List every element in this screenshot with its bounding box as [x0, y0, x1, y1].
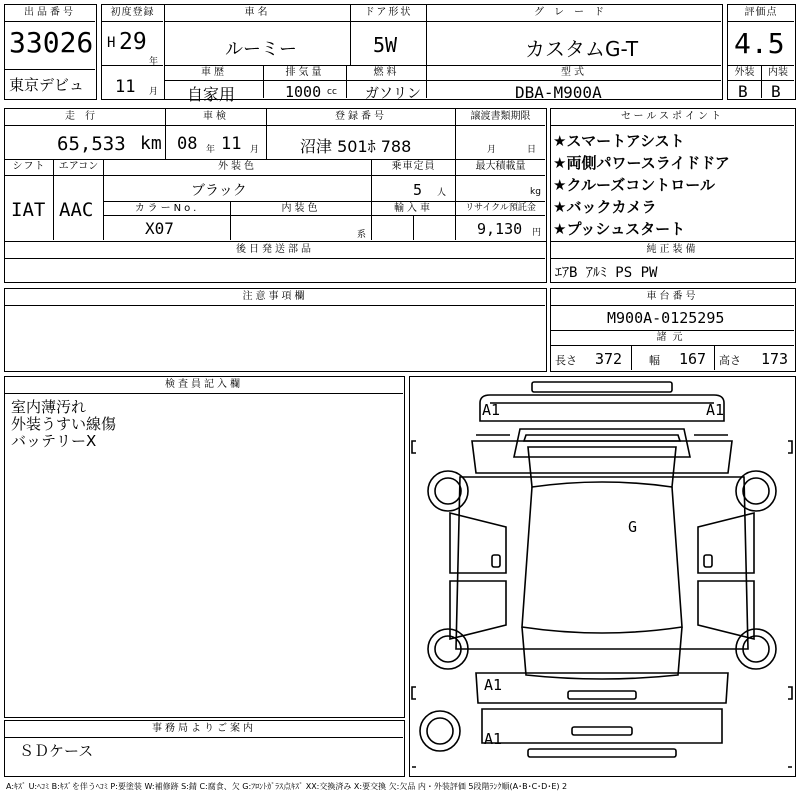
- inspection-year: 08: [177, 134, 198, 154]
- damage-mark-front-left: A1: [482, 401, 501, 419]
- height-value: 173: [761, 350, 789, 368]
- damage-mark-rear-bumper: A1: [484, 730, 503, 748]
- mileage-unit: km: [140, 133, 162, 154]
- intcolor-unit: 系: [357, 230, 367, 240]
- lot-label: 出品番号: [24, 7, 76, 18]
- car-diagram-box: [409, 376, 796, 777]
- displacement-unit: cc: [327, 87, 337, 97]
- inspector-box: [4, 376, 405, 718]
- sales-points-label: セールスポイント: [620, 111, 725, 122]
- interior-grade: B: [771, 82, 781, 101]
- import-label: 輸入車: [394, 203, 433, 214]
- width-label: 幅: [649, 354, 660, 367]
- load-unit: kg: [530, 187, 541, 197]
- standard-equipment-box: [550, 241, 796, 283]
- mileage-label: 走行: [65, 111, 105, 122]
- sales-point-3: ★クルーズコントロール: [553, 176, 715, 194]
- recycle-value: 9,130: [477, 220, 523, 238]
- capacity-value: 5: [413, 181, 423, 199]
- exterior-label: 外装: [734, 67, 755, 78]
- inspection-month: 11: [221, 134, 242, 154]
- colorno-value: X07: [145, 219, 174, 238]
- inspection-label: 車検: [203, 111, 229, 122]
- vehicle-info-box: [164, 4, 723, 104]
- model-value: DBA-M900A: [515, 83, 602, 102]
- color-value: ブラック: [191, 183, 247, 199]
- length-value: 372: [595, 350, 623, 368]
- displacement-label: 排気量: [285, 67, 325, 78]
- shift-value: IAT: [11, 199, 46, 221]
- sales-points-box: [550, 108, 796, 242]
- office-notice-label: 事務局よりご案内: [152, 723, 256, 734]
- chassis-label: 車台番号: [646, 291, 699, 302]
- sales-point-4: ★バックカメラ: [553, 198, 657, 216]
- inspector-note-1: 室内薄汚れ: [11, 398, 87, 416]
- name-label: 車名: [244, 7, 271, 18]
- sales-point-2: ★両側パワースライドドア: [553, 154, 730, 172]
- office-notice-text: ＳＤケース: [19, 742, 94, 760]
- chassis-number: M900A-0125295: [607, 309, 725, 327]
- month-unit: 月: [149, 87, 159, 97]
- mileage-value: 65,533: [57, 133, 126, 155]
- inspector-note-3: バッテリーX: [11, 432, 97, 450]
- equipment-value: ｴｱB ｱﾙﾐ PS PW: [555, 265, 658, 281]
- chassis-box: [550, 288, 796, 372]
- recycle-label: リサイクル預託金: [465, 203, 536, 213]
- inspector-note-2: 外装うすい線傷: [11, 415, 117, 433]
- first-registration-box: [101, 4, 165, 100]
- inspection-month-unit: 月: [250, 145, 260, 155]
- transfer-label: 譲渡書類期限: [470, 111, 531, 122]
- details-box: [4, 108, 547, 242]
- office-notice-box: [4, 720, 405, 777]
- grade-label: グレード: [534, 7, 614, 18]
- ac-value: AAC: [59, 199, 94, 221]
- damage-mark-windshield: G: [628, 518, 638, 536]
- inspection-year-unit: 年: [206, 145, 216, 155]
- fuel-value: ガソリン: [365, 86, 421, 102]
- car-damage-diagram: [410, 377, 794, 775]
- color-label: 外装色: [218, 161, 257, 172]
- debut-label: 東京デビュ: [9, 76, 85, 94]
- capacity-unit: 人: [437, 188, 447, 198]
- recycle-unit: 円: [532, 228, 542, 238]
- lot-number: 33026: [9, 26, 94, 59]
- equipment-label: 純正装備: [646, 244, 699, 255]
- spec-label: 諸元: [656, 332, 689, 343]
- shift-label: シフト: [12, 161, 46, 172]
- door-type: 5W: [373, 33, 398, 57]
- later-parts-box: [4, 241, 547, 283]
- caution-box: [4, 288, 547, 372]
- model-label: 型式: [561, 67, 587, 78]
- legend-text: A:ｷｽﾞ U:ﾍｺﾐ B:ｷｽﾞを伴うﾍｺﾐ P:要塗装 W:補修跡 S:錆 C:腐食、欠 G:ﾌﾛﾝﾄｶﾞﾗｽ点ｷｽﾞ XX:交換済み X:要交換 欠:欠品 内・外装評価 5段階ﾗﾝｸ順(A･B･C･D･E) 2: [6, 782, 568, 791]
- history-value: 自家用: [187, 85, 236, 104]
- width-value: 167: [679, 350, 707, 368]
- lot-box: [4, 4, 97, 100]
- colorno-label: カラーNo.: [134, 203, 200, 214]
- score-value: 4.5: [734, 27, 785, 60]
- score-label: 評価点: [744, 7, 778, 18]
- score-box: [727, 4, 796, 100]
- capacity-label: 乗車定員: [391, 161, 436, 172]
- plate-value: 沼津 501ﾎ 788: [300, 137, 412, 156]
- reg-year: 29: [119, 29, 147, 55]
- inspector-label: 検査員記入欄: [165, 379, 243, 390]
- exterior-grade: B: [738, 82, 748, 101]
- sales-point-1: ★スマートアシスト: [553, 132, 685, 150]
- door-label: ドア形状: [364, 7, 413, 18]
- load-label: 最大積載量: [475, 161, 526, 172]
- plate-label: 登録番号: [335, 111, 387, 122]
- height-label: 高さ: [719, 354, 741, 367]
- transfer-month: 月: [487, 145, 497, 155]
- transfer-day: 日: [527, 145, 537, 155]
- ac-label: エアコン: [58, 161, 99, 172]
- fuel-label: 燃料: [373, 67, 400, 78]
- intcolor-label: 内装色: [281, 203, 321, 214]
- first-reg-label: 初度登録: [110, 7, 155, 18]
- damage-mark-rear-left: A1: [484, 676, 503, 694]
- vehicle-name: ルーミー: [225, 39, 297, 60]
- later-parts-label: 後日発送部品: [236, 244, 314, 255]
- year-unit: 年: [149, 57, 159, 67]
- interior-label: 内装: [768, 67, 788, 78]
- sales-point-5: ★プッシュスタート: [553, 220, 686, 238]
- era-label: H: [107, 35, 116, 51]
- reg-month: 11: [115, 77, 136, 97]
- length-label: 長さ: [555, 354, 577, 367]
- grade-value: カスタムG-T: [525, 37, 639, 61]
- history-label: 車歴: [201, 67, 227, 78]
- damage-mark-front-right: A1: [706, 401, 725, 419]
- caution-label: 注意事項欄: [242, 291, 308, 302]
- displacement-value: 1000: [285, 83, 322, 101]
